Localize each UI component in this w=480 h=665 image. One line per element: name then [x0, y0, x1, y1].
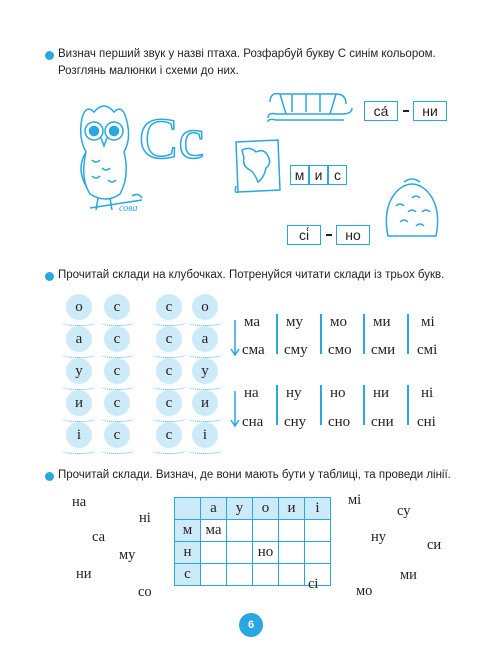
- yarn-ball: и: [66, 390, 92, 416]
- table-cell[interactable]: [279, 542, 305, 564]
- task2-bullet: [45, 272, 54, 281]
- loose-syllable[interactable]: на: [72, 494, 87, 510]
- syllable: сно: [328, 414, 351, 430]
- yarn-ball: о: [66, 294, 92, 320]
- yarn-ball: а: [192, 326, 218, 352]
- big-letters-text: Сс: [139, 108, 205, 168]
- yarn-ball: с: [104, 422, 130, 448]
- syllable: сма: [242, 342, 265, 358]
- syllable: ми: [373, 314, 391, 330]
- column-divider: [276, 385, 278, 425]
- syllable: сні: [417, 414, 436, 430]
- big-letters-cc[interactable]: [137, 108, 217, 168]
- task2-instruction: Прочитай склади на клубочках. Потренуйся читати склади із трьох букв.: [58, 269, 445, 281]
- column-divider: [363, 385, 365, 425]
- loose-syllable[interactable]: мо: [356, 583, 373, 599]
- syllable: ну: [286, 385, 302, 401]
- arrow-down-icon: [230, 318, 240, 358]
- table-cell[interactable]: [201, 542, 227, 564]
- table-cell[interactable]: [227, 542, 253, 564]
- syllable: ма: [244, 314, 261, 330]
- table-row-header: с: [175, 564, 201, 586]
- sled-picture: [266, 84, 354, 130]
- task1-instruction: [58, 46, 436, 80]
- scheme-sino-dash: [326, 234, 332, 236]
- task3-bullet: [45, 472, 54, 481]
- arrow-down-icon: [230, 389, 240, 429]
- table-header-cell: і: [305, 498, 331, 520]
- table-cell[interactable]: но: [253, 542, 279, 564]
- scheme-mys-letter3: с: [328, 165, 347, 185]
- loose-syllable[interactable]: ни: [76, 566, 92, 582]
- column-divider: [320, 385, 322, 425]
- yarn-ball: а: [66, 326, 92, 352]
- yarn-ball: с: [156, 390, 182, 416]
- syllable: смо: [328, 342, 352, 358]
- page-number: 6: [239, 613, 263, 637]
- yarn-ball: у: [192, 358, 218, 384]
- loose-syllable[interactable]: мі: [348, 492, 362, 508]
- yarn-ball: у: [66, 358, 92, 384]
- syllable: но: [330, 385, 346, 401]
- yarn-ball: с: [104, 326, 130, 352]
- task1-line2: Розглянь малюнки і схеми до них.: [58, 65, 239, 77]
- scheme-mys-letter2: и: [309, 165, 328, 185]
- yarn-ball: и: [192, 390, 218, 416]
- loose-syllable[interactable]: со: [138, 584, 152, 600]
- haystack-picture: [382, 176, 442, 240]
- owl-caption: сова: [119, 203, 138, 214]
- task1-bullet: [45, 51, 54, 60]
- loose-syllable[interactable]: ми: [400, 567, 417, 583]
- map-picture: [232, 138, 284, 196]
- loose-syllable[interactable]: су: [397, 503, 411, 519]
- scheme-sani-syllable2: ни: [413, 101, 447, 121]
- table-cell[interactable]: [227, 564, 253, 586]
- syllable: смі: [417, 342, 438, 358]
- table-cell[interactable]: [279, 564, 305, 586]
- yarn-ball: і: [192, 422, 218, 448]
- yarn-ball: с: [156, 422, 182, 448]
- table-header-cell: а: [201, 498, 227, 520]
- table-row-header: н: [175, 542, 201, 564]
- syllable: на: [244, 385, 259, 401]
- scheme-sino-syllable1: сі́: [287, 225, 321, 245]
- table-cell[interactable]: [305, 520, 331, 542]
- syllable: сну: [284, 414, 307, 430]
- loose-syllable[interactable]: си: [427, 537, 442, 553]
- loose-syllable[interactable]: ні: [139, 510, 151, 526]
- syllable: му: [286, 314, 303, 330]
- column-divider: [407, 385, 409, 425]
- table-cell[interactable]: [253, 564, 279, 586]
- table-cell[interactable]: [201, 564, 227, 586]
- syllable-table: [174, 497, 331, 586]
- syllable: ни: [373, 385, 390, 401]
- yarn-ball: с: [156, 294, 182, 320]
- table-header-cell: и: [279, 498, 305, 520]
- table-corner-cell: [175, 498, 201, 520]
- column-divider: [407, 314, 409, 354]
- column-divider: [276, 314, 278, 354]
- syllable: сни: [371, 414, 394, 430]
- yarn-ball: і: [66, 422, 92, 448]
- yarn-ball: с: [104, 390, 130, 416]
- loose-syllable[interactable]: сі: [308, 576, 319, 592]
- column-divider: [363, 314, 365, 354]
- syllable: сми: [371, 342, 396, 358]
- table-cell[interactable]: [279, 520, 305, 542]
- syllable: сму: [284, 342, 308, 358]
- loose-syllable[interactable]: са: [92, 529, 106, 545]
- task1-line1: Визнач перший звук у назві птаха. Розфарбуй букву С синім кольором.: [58, 48, 436, 60]
- table-cell[interactable]: [305, 542, 331, 564]
- yarn-ball: с: [156, 358, 182, 384]
- table-cell[interactable]: ма: [201, 520, 227, 542]
- table-cell[interactable]: [227, 520, 253, 542]
- syllable: мо: [330, 314, 347, 330]
- syllable: мі: [421, 314, 435, 330]
- table-header-cell: о: [253, 498, 279, 520]
- task3-instruction: Прочитай склади. Визнач, де вони мають бути у таблиці, та проведи лінії.: [58, 469, 451, 481]
- loose-syllable[interactable]: му: [119, 547, 136, 563]
- table-header-cell: у: [227, 498, 253, 520]
- scheme-sino-syllable2: но: [336, 225, 370, 245]
- yarn-ball: с: [156, 326, 182, 352]
- scheme-sani-syllable1: са́: [364, 101, 398, 121]
- column-divider: [320, 314, 322, 354]
- yarn-ball: о: [192, 294, 218, 320]
- syllable: сна: [242, 414, 264, 430]
- yarn-ball: с: [104, 294, 130, 320]
- table-row-header: м: [175, 520, 201, 542]
- table-row: [175, 542, 331, 564]
- yarn-ball: с: [104, 358, 130, 384]
- table-row: [175, 498, 331, 520]
- loose-syllable[interactable]: ну: [371, 529, 387, 545]
- syllable: ні: [421, 385, 434, 401]
- scheme-mys-letter1: м: [290, 165, 309, 185]
- table-cell[interactable]: [253, 520, 279, 542]
- scheme-sani-dash: [403, 110, 409, 112]
- table-row: [175, 520, 331, 542]
